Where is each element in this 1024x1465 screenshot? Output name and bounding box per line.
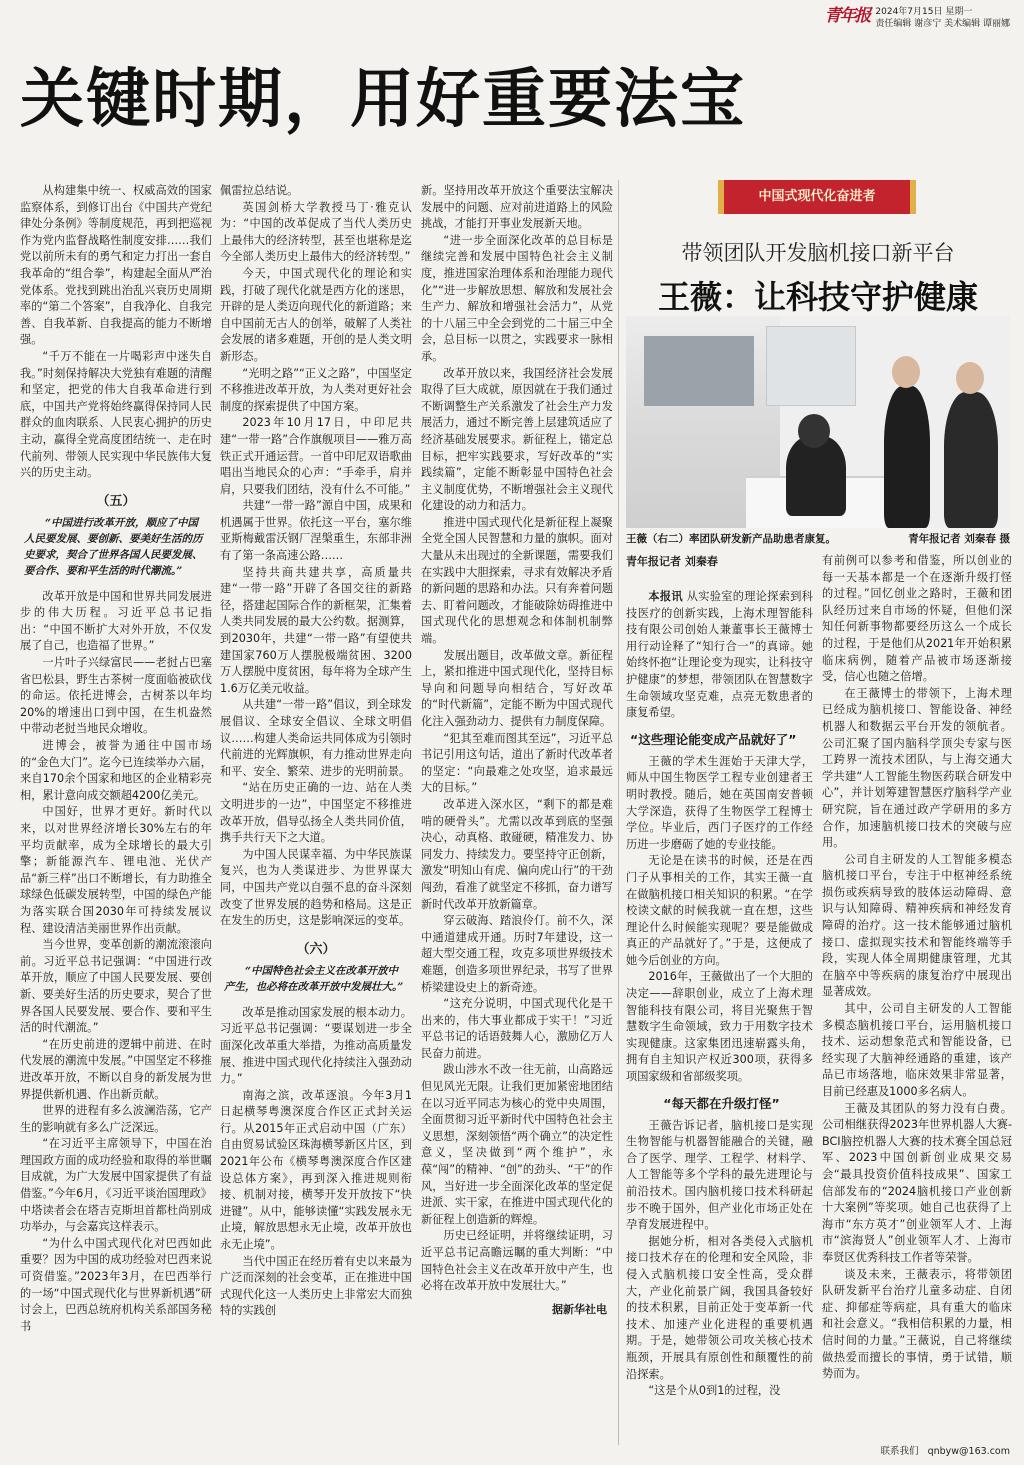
photo-caption: [626, 531, 1010, 546]
photo-display-board: [766, 326, 856, 406]
caption-text: 王薇（右二）率团队研发新产品助患者康复。: [626, 533, 836, 545]
page-headline: 关键时期，用好重要法宝: [20, 63, 746, 137]
paragraph: “在习近平主席领导下，中国在治理国政方面的成功经验和取得的举世瞩目成就，为广大发展中国家提供了有益借鉴。”今年6月，《习近平谈治国理政》中塔读者会在塔吉克斯坦首都杜尚别成功举办，与会嘉宾这样表示。: [20, 1137, 212, 1234]
issue-meta: [875, 6, 1010, 30]
paragraph: “这充分说明，中国式现代化是干出来的，伟大事业都成于实干！”习近平总书记的话语鼓舞人心，激励亿万人民奋力前进。: [421, 997, 613, 1060]
paragraph: 从共建“一带一路”倡议，到全球发展倡议、全球安全倡议、全球文明倡议……构建人类命运共同体成为引领时代前进的光辉旗帜，有力推动世界走向和平、安全、繁荣、进步的光明前景。: [220, 698, 412, 778]
section-banner: 中国式现代化奋进者: [718, 180, 916, 214]
lead-text: 从实验室的理论探索到科技医疗的创新实践，上海术理智能科技有限公司创始人兼董事长王薇博士用行动诠释了“知行合一”的真谛。她始终怀抱“让理论变为现实，让科技守护健康”的梦想，带领团队在智慧数字生命领域攻坚克难，点亮无数患者的康复希望。: [626, 590, 813, 720]
paragraph: “犯其至难而图其至远”，习近平总书记引用这句话，道出了新时代改革者的坚定：“向最难之处攻坚，追求最远大的目标。”: [421, 731, 613, 795]
section-title-5: （五）: [96, 493, 136, 509]
paragraph: 南海之滨，改革逐浪。今年3月1日起横琴粤澳深度合作区正式封关运行。从2015年正式启动中国（广东）自由贸易试验区珠海横琴新区片区，到2021年公布《横琴粤澳深度合作区建设总体方案》，再到深入推进规则衔接、机制对接，横琴开发开放按下“快进键”。从中，能够读懂“实践发展永无止境，解放思想永无止境，改革开放也永无止境”。: [220, 1088, 412, 1252]
right-article-column-2: [822, 553, 1012, 1443]
paragraph: “千万不能在一片喝彩声中迷失自我。”时刻保持解决大党独有难题的清醒和坚定，把党的伟大自我革命进行到底，中国共产党将始终赢得保持同人民群众的血肉联系、人民衷心拥护的历史主动，赢得全党高度团结统一、走在时代前列、带领人民实现中华民族伟大复兴的历史主动。: [20, 349, 212, 480]
byline: 青年报记者 刘秦春: [626, 555, 718, 568]
photo-person-head: [956, 362, 984, 394]
paragraph: 为中国人民谋幸福、为中华民族谋复兴，也为人类谋进步、为世界谋大同，中国共产党以自强不息的奋斗深刻改变了世界发展的趋势和格局。这是正在发生的历史，这是影响深远的变革。: [220, 847, 412, 928]
section-quote-5: “中国进行改革开放，顺应了中国人民要发展、要创新、要美好生活的历史要求，契合了世界各国人民要发展、要合作、要和平生活的时代潮流。”: [24, 516, 203, 577]
paragraph: “进一步全面深化改革的总目标是继续完善和发展中国特色社会主义制度，推进国家治理体系和治理能力现代化”“进一步解放思想、解放和发展社会生产力、解放和增强社会活力”，从党的十八届三中全会到党的二十届三中全会，总目标一以贯之，实践要求一脉相承。: [421, 233, 613, 363]
paragraph: 佩雷拉总结说。: [220, 184, 299, 197]
paragraph: 2023年10月17日，中印尼共建“一带一路”合作旗舰项目——雅万高铁正式开通运营。一首中印尼双语歌曲唱出当地民众的心声：“手牵手，肩并肩，只要我们团结，没有什么不可能。”: [220, 416, 412, 496]
section-quote-6: “中国特色社会主义在改革开放中产生，也必将在改革开放中发展壮大。”: [224, 964, 404, 993]
paragraph: 英国剑桥大学教授马丁·雅克认为：“中国的改革促成了当代人类历史上最伟大的经济转型，甚至也堪称是迄今全部人类历史上最伟大的经济转型。”: [220, 200, 412, 264]
masthead: [824, 6, 1010, 42]
issue-date: 2024年7月15日 星期一: [875, 7, 973, 17]
page-footer: [875, 1443, 1010, 1457]
photo-credit: 青年报记者 刘秦春 摄: [908, 533, 1010, 545]
photo-person-standing: [944, 392, 998, 528]
paragraph: 在王薇博士的带领下，上海术理已经成为脑机接口、智能设备、神经机器人和数据云平台开发的领航者。公司汇聚了国内脑科学顶尖专家与医工跨界一流技术团队，与上海交通大学共建“人工智能生物医药联合研发中心”，并计划筹建智慧医疗脑科学产业研究院，旨在通过政产学研用的多方合作，加速脑机接口技术的突破与应用。: [822, 686, 1012, 850]
paragraph: 中国好，世界才更好。新时代以来，以对世界经济增长30%左右的年平均贡献率，成为全球增长的最大引擎；新能源汽车、锂电池、光伏产品“新三样”出口不断增长，有力助推全球绿色低碳发展转型，中国的绿色产能为落实联合国2030年可持续发展议程、建设清洁美丽世界作出贡献。: [20, 805, 212, 935]
left-article-column-2: [220, 183, 412, 1445]
photo-person-head: [892, 356, 920, 388]
paragraph: 一片叶子兴绿富民——老挝占巴塞省巴松县，野生古茶树一度面临被砍伐的命运。依托进博会，古树茶以年均20%的增速出口到中国，在生机盎然中带动老挝当地民众增收。: [20, 656, 212, 736]
paragraph: “这是个从0到1的过程，没: [648, 1384, 781, 1398]
column-divider: [618, 180, 619, 1445]
crosshead: “这些理论能变成产品就好了”: [630, 731, 797, 747]
article-subhead: 带领团队开发脑机接口新平台: [681, 241, 955, 265]
paragraph: 坚持共商共建共享，高质量共建“一带一路”开辟了各国交往的新路径，搭建起国际合作的新框架，汇集着人类共同发展的最大公约数。据测算，到2030年，共建“一带一路”有望使共建国家760万人摆脱极端贫困、3200万人摆脱中度贫困，每年将为全球产生1.6万亿美元收益。: [220, 565, 412, 695]
paragraph: 新。坚持用改革开放这个重要法宝解决发展中的问题、应对前进道路上的风险挑战，才能打开事业发展新天地。: [421, 184, 613, 231]
paragraph: “在历史前进的逻辑中前进、在时代发展的潮流中发展。”中国坚定不移推进改革开放，不断以自身的新发展为世界提供新机遇、作出新贡献。: [20, 1037, 212, 1101]
paragraph: 王薇告诉记者，脑机接口是实现生物智能与机器智能融合的关键，融合了医学、理学、工程学、材料学、人工智能等多个学科的最先进理论与前沿技术。国内脑机接口技术科研起步不晚于国外，但产业化市场正处在孕育发展进程中。: [626, 1118, 813, 1232]
crosshead: “每天都在升级打怪”: [663, 1095, 780, 1111]
paragraph: 今天，中国式现代化的理论和实践，打破了现代化就是西方化的迷思，开辟的是人类迈向现代化的新道路；来自中国前无古人的创举，破解了人类社会发展的诸多难题，开创的是人类文明新形态。: [220, 266, 412, 363]
paragraph: [626, 589, 813, 722]
newspaper-logo: 青年报: [824, 6, 870, 26]
paragraph: 改革开放以来，我国经济社会发展取得了巨大成就，原因就在于我们通过不断调整生产关系激发了社会生产力发展活力，通过不断完善上层建筑适应了经济基础发展要求。新征程上，锚定总目标，把牢实践要求，写好改革的“实践续篇”，定能不断彰显中国特色社会主义制度优势，不断增强社会主义现代化建设的动力和活力。: [421, 366, 613, 513]
news-photo: [626, 316, 1010, 528]
left-article-column-3: [421, 183, 613, 1445]
paragraph: “光明之路”“正义之路”，中国坚定不移推进改革开放，为人类对更好社会制度的探索提供了中国方案。: [220, 366, 412, 413]
photo-person-seated: [786, 436, 846, 516]
paragraph: 改革是推动国家发展的根本动力。习近平总书记强调：“要谋划进一步全面深化改革重大举措，为推动高质量发展、推进中国式现代化持续注入强劲动力。”: [220, 1005, 412, 1086]
section-title-6: （六）: [296, 941, 336, 957]
paragraph: 有前例可以参考和借鉴，所以创业的每一天基本都是一个在逐渐升级打怪的过程。”回忆创业之路时，王薇和团队经历过来自市场的怀疑，但他们深知任何新事物都要经历这么一个成长的过程，于是他们从2021年开始积累临床病例，随着产品被市场逐渐接受，信心也随之倍增。: [822, 554, 1012, 684]
photo-person-head: [798, 414, 830, 448]
paragraph: 推进中国式现代化是新征程上凝聚全党全国人民智慧和力量的旗帜。面对大量从未出现过的全新课题，需要我们在实践中大胆探索，寻求有效解决矛盾的新问题的思路和办法。只有奔着问题去、盯着问题改，才能破除妨碍推进中国式现代化的思想观念和体制机制弊端。: [421, 515, 613, 646]
paragraph: 发展出题目，改革做文章。新征程上，紧扣推进中国式现代化，坚持目标导向和问题导向相结合，写好改革的“时代新篇”，定能不断为中国式现代化注入强劲动力、提供有力制度保障。: [421, 648, 613, 728]
paragraph: 当今世界，变革创新的潮流滚滚向前。习近平总书记强调：“中国进行改革开放，顺应了中国人民要发展、要创新、要美好生活的历史要求，契合了世界各国人民要发展、要合作、要和平生活的时代潮流。”: [20, 938, 212, 1035]
right-article-column-1: [626, 553, 813, 1443]
paragraph: 谈及未来，王薇表示，将带领团队研发新平台治疗儿童多动症、自闭症、抑郁症等病症，具有重大的临床和社会意义。“我相信积累的力量，相信时间的力量。”王薇说，自己将继续做热爱而擅长的事情，勇于试错，顺势而为。: [822, 1267, 1012, 1381]
photo-person-standing: [884, 386, 930, 528]
paragraph: “站在历史正确的一边、站在人类文明进步的一边”，中国坚定不移推进改革开放，倡导弘扬全人类共同价值，携手共行天下之大道。: [220, 781, 412, 845]
paragraph: “为什么中国式现代化对巴西如此重要？因为中国的成功经验对巴西来说可资借鉴。”2023年3月，在巴西举行的一场“中国式现代化与世界新机遇”研讨会上，巴西总统府机构关系部国务秘书: [20, 1236, 212, 1333]
paragraph: 其中，公司自主研发的人工智能多模态脑机接口平台，运用脑机接口技术、运动想象范式和智能设备，已经实现了大脑神经通路的重建，该产品已市场落地，临床效果非常显著，目前已经惠及1000多名病人。: [822, 1002, 1012, 1098]
paragraph: 共建“一带一路”源自中国，成果和机遇属于世界。依托这一平台，塞尔维亚斯梅戴雷沃钢厂涅槃重生，东部非洲有了第一条高速公路……: [220, 499, 412, 563]
paragraph: 据她分析，相对各类侵入式脑机接口技术存在的伦理和安全风险，非侵入式脑机接口安全性高，受众群大，产业化前景广阔，我国具备较好的技术积累，目前正处于变革新一代技术、加速产业化进程的重要机遇期。于是，她带领公司攻关核心技术瓶颈，开展具有原创性和颠覆性的前沿探索。: [626, 1234, 813, 1381]
lead-label: 本报讯: [648, 590, 683, 603]
contact-label: 联系我们: [880, 1446, 919, 1457]
contact-email[interactable]: qnbyw@163.com: [927, 1446, 1010, 1457]
paragraph: 跋山涉水不改一往无前，山高路远但见风光无限。让我们更加紧密地团结在以习近平同志为核心的党中央周围，全面贯彻习近平新时代中国特色社会主义思想，深刻领悟“两个确立”的决定性意义，坚决做到“两个维护”，永葆“闯”的精神、“创”的劲头、“干”的作风，当好进一步全面深化改革的坚定促进派、实干家，在推进中国式现代化的新征程上创造新的辉煌。: [421, 1063, 613, 1226]
paragraph: 穿云破海、踏浪伶仃。前不久，深中通道建成开通。历时7年建设，这一超大型交通工程，攻克多项世界级技术难题，创造多项世界纪录，书写了世界桥梁建设史上的新奇迹。: [421, 914, 613, 994]
paragraph: 无论是在读书的时候，还是在西门子从事相关的工作，其实王薇一直在做脑机接口相关知识的积累。“在学校读文献的时候我就一直在想，这些理论什么时候能实现呢？要是能做成真正的产品就好了。”于是，这便成了她今后创业的方向。: [626, 854, 813, 967]
paragraph: 改革进入深水区，“剩下的都是难啃的硬骨头”。尤需以改革到底的坚强决心，动真格、敢碰硬，精准发力、协同发力、持续发力。要坚持守正创新，激发“明知山有虎、偏向虎山行”的干劲闯劲，看准了就坚定不移抓，奋力谱写新时代改革开放新篇章。: [421, 797, 613, 911]
paragraph: 2016年，王薇做出了一个大胆的决定——辞职创业，成立了上海术理智能科技有限公司，将目光聚焦于智慧数字生命领域，致力于用数字技术实现健康。这家集团迅速崭露头角，拥有自主知识产权近300项，获得多项国家级和省部级奖项。: [626, 970, 813, 1084]
paragraph: 世界的进程有多么波澜浩荡，它产生的影响就有多么广泛深远。: [20, 1104, 212, 1134]
photo-monitor: [644, 336, 754, 406]
paragraph: 进博会，被誉为通往中国市场的“金色大门”。迄今已连续举办六届，来自170余个国家和地区的企业精彩亮相，累计意向成交额超4200亿美元。: [20, 739, 212, 802]
paragraph: 王薇的学术生涯始于天津大学，师从中国生物医学工程专业创建者王明时教授。随后，她在英国南安普顿大学深造，获得了生物医学工程博士学位。毕业后，西门子医疗的工作经历进一步磨砺了她的专业技能。: [626, 754, 813, 851]
paragraph: 改革开放是中国和世界共同发展进步的伟大历程。习近平总书记指出：“中国不断扩大对外开放，不仅发展了自己，也造福了世界。”: [20, 589, 212, 653]
article-signoff: 据新华社电: [552, 1302, 607, 1316]
paragraph: 当代中国正在经历着有史以来最为广泛而深刻的社会变革，正在推进中国式现代化这一人类历史上非常宏大而独特的实践创: [220, 1254, 412, 1318]
paragraph: 历史已经证明，并将继续证明，习近平总书记高瞻远瞩的重大判断：“中国特色社会主义在改革开放中产生，也必将在改革开放中发展壮大。”: [421, 1229, 613, 1293]
editors-line: 责任编辑 谢彦宁 美术编辑 谭丽娜: [875, 19, 1010, 29]
article-title: 王薇：让科技守护健康: [657, 278, 978, 316]
left-article-column-1: [20, 183, 212, 1445]
paragraph: 王薇及其团队的努力没有白费。公司相继获得2023年世界机器人大赛-BCI脑控机器人大赛的技术赛全国总冠军、2023中国创新创业成果交易会“最具投资价值科技成果”、国家工信部发布的“2024脑机接口产业创新十大案例”等奖项。她自己也获得了上海市“东方英才”创业领军人才、上海市“滨海贤人”创业领军人才、上海市奉贤区优秀科技工作者等荣誉。: [822, 1101, 1012, 1264]
paragraph: 从构建集中统一、权威高效的国家监察体系，到修订出台《中国共产党纪律处分条例》等制度规范，再到把巡视作为党内监督战略性制度安排……我们党以前所未有的勇气和定力打出一套自我革命的“组合拳”，构建起全面从严治党体系。党找到跳出治乱兴衰历史周期率的“第二个答案”，自我净化、自我完善、自我革新、自我提高的能力不断增强。: [20, 184, 212, 347]
paragraph: 公司自主研发的人工智能多模态脑机接口平台，专注于中枢神经系统损伤或疾病导致的肢体运动障碍、意识与认知障碍、精神疾病和神经发育障碍的治疗。这一技术能够通过脑机接口、虚拟现实技术和智能终端等手段，实现人体全周期健康管理，尤其在脑卒中等疾病的康复治疗中展现出显著成效。: [822, 852, 1012, 999]
